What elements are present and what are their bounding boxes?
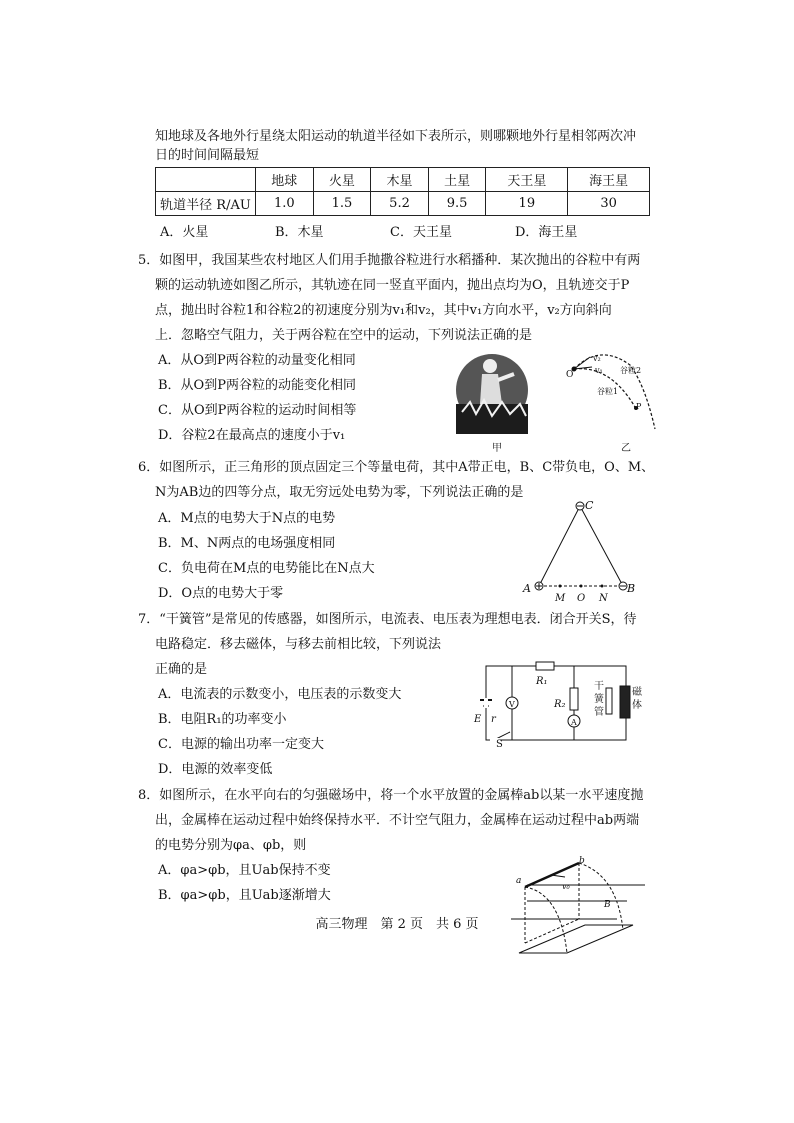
q7-stem-line: 正确的是 [155, 662, 208, 677]
fig-label-m: M [555, 593, 566, 604]
q6-option-c: C．负电荷在M点的电势能比在N点大 [158, 561, 375, 576]
q8-stem-line: 8．如图所示，在水平向右的匀强磁场中，将一个水平放置的金属棒ab以某一水平速度抛 [138, 788, 644, 803]
fig-label-jia: 甲 [492, 443, 502, 454]
q6-option-a: A．M点的电势大于N点的电势 [158, 511, 336, 526]
q5-stem-line: 5．如图甲，我国某些农村地区人们用手抛撒谷粒进行水稻播种．某次抛出的谷粒中有两 [138, 253, 641, 268]
q7-stem-line: 7．“干簧管”是常见的传感器，如图所示，电流表、电压表为理想电表．闭合开关S，待 [138, 612, 637, 627]
fig-label-v1: v₁ [595, 366, 603, 375]
fig-label-v2: v₂ [593, 354, 601, 363]
table-cell [156, 168, 256, 192]
fig-label-field-b: B [604, 900, 611, 910]
q6-option-b: B．M、N两点的电场强度相同 [158, 536, 336, 551]
q5-stem-line: 颗的运动轨迹如图乙所示，其轨迹在同一竖直平面内，抛出点均为O，且轨迹交于P [155, 278, 630, 293]
q4-option-d: D．海王星 [515, 225, 578, 240]
q6-stem-line: 6．如图所示，正三角形的顶点固定三个等量电荷，其中A带正电，B、C带负电，O、M、 [138, 460, 655, 475]
table-cell: 木星 [371, 168, 429, 192]
table-cell: 5.2 [371, 192, 429, 216]
q4-option-c: C．天王星 [390, 225, 452, 240]
table-header-row [156, 168, 650, 192]
table-cell: 海王星 [568, 168, 650, 192]
farmer-sowing-photo [452, 352, 532, 442]
q7-option-a: A．电流表的示数变小，电压表的示数变大 [158, 687, 402, 702]
q6-option-d: D．O点的电势大于零 [158, 586, 284, 601]
fig-label-n: N [599, 593, 608, 604]
q4-option-b: B．木星 [275, 225, 324, 240]
orbit-radius-table [155, 167, 650, 216]
q4-stem-line: 日的时间间隔最短 [155, 148, 260, 163]
fig-label-c: C [585, 499, 594, 512]
q8-option-b: B．φa>φb，且Uab逐渐增大 [158, 888, 331, 903]
page-footer: 高三物理 第 2 页 共 6 页 [315, 917, 479, 932]
q4-stem-line: 知地球及各地外行星绕太阳运动的轨道半径如下表所示，则哪颗地外行星相邻两次冲 [155, 129, 637, 144]
table-cell: 1.5 [313, 192, 371, 216]
fig-label-r: r [491, 714, 496, 725]
table-cell: 1.0 [256, 192, 314, 216]
table-cell: 30 [568, 192, 650, 216]
fig-label-rod-b: b [579, 856, 585, 866]
table-row-label: 轨道半径 R/AU [156, 192, 256, 216]
q7-option-d: D．电源的效率变低 [158, 762, 273, 777]
q7-stem-line: 电路稳定．移去磁体，与移去前相比较，下列说法 [155, 637, 442, 652]
fig-label-v0: v₀ [562, 882, 570, 891]
table-row [156, 192, 650, 216]
q7-option-b: B．电阻R₁的功率变小 [158, 712, 287, 727]
fig-label-reed-switch: 干簧管 [594, 681, 604, 718]
fig-label-voltmeter: V [509, 700, 515, 709]
fig-label-s: S [496, 739, 503, 750]
fig-label-rod-a: a [516, 876, 522, 886]
q5-stem-line: 上．忽略空气阻力，关于两谷粒在空中的运动，下列说法正确的是 [155, 328, 533, 343]
table-cell: 9.5 [428, 192, 486, 216]
q8-stem-line: 的电势分别为φa、φb，则 [155, 838, 307, 853]
q5-option-b: B．从O到P两谷粒的动能变化相同 [158, 378, 356, 393]
fig-label-e: E [474, 714, 482, 725]
fig-label-a: A [523, 582, 531, 595]
fig-label-grain2: 谷粒2 [620, 366, 642, 375]
table-cell: 19 [486, 192, 568, 216]
fig-label-o: O [566, 370, 574, 380]
fig-label-grain1: 谷粒1 [597, 387, 619, 396]
fig-label-ammeter: A [571, 718, 577, 727]
fig-label-r2: R₂ [554, 699, 566, 710]
table-cell: 火星 [313, 168, 371, 192]
q4-option-a: A．火星 [160, 225, 209, 240]
fig-label-o: O [577, 593, 586, 604]
table-cell: 土星 [428, 168, 486, 192]
q5-option-a: A．从O到P两谷粒的动量变化相同 [158, 353, 356, 368]
q5-option-d: D．谷粒2在最高点的速度小于v₁ [158, 428, 346, 443]
fig-label-magnet: 磁体 [632, 687, 642, 711]
q5-stem-line: 点，抛出时谷粒1和谷粒2的初速度分别为v₁和v₂，其中v₁方向水平，v₂方向斜向 [155, 303, 612, 318]
fig-label-p: P [636, 402, 642, 411]
table-cell: 天王星 [486, 168, 568, 192]
fig-label-r1: R₁ [536, 676, 548, 687]
q6-stem-line: N为AB边的四等分点，取无穷远处电势为零，下列说法正确的是 [155, 485, 524, 500]
q8-option-a: A．φa>φb，且Uab保持不变 [158, 863, 331, 878]
q8-stem-line: 出，金属棒在运动过程中始终保持水平．不计空气阻力，金属棒在运动过程中ab两端 [155, 813, 640, 828]
q5-option-c: C．从O到P两谷粒的运动时间相等 [158, 403, 357, 418]
q7-option-c: C．电源的输出功率一定变大 [158, 737, 324, 752]
triangle-charges-diagram [525, 498, 635, 603]
fig-label-yi: 乙 [621, 443, 631, 454]
fig-label-b: B [627, 582, 636, 595]
metal-rod-magnetic-field-diagram [505, 855, 650, 965]
table-cell: 地球 [256, 168, 314, 192]
